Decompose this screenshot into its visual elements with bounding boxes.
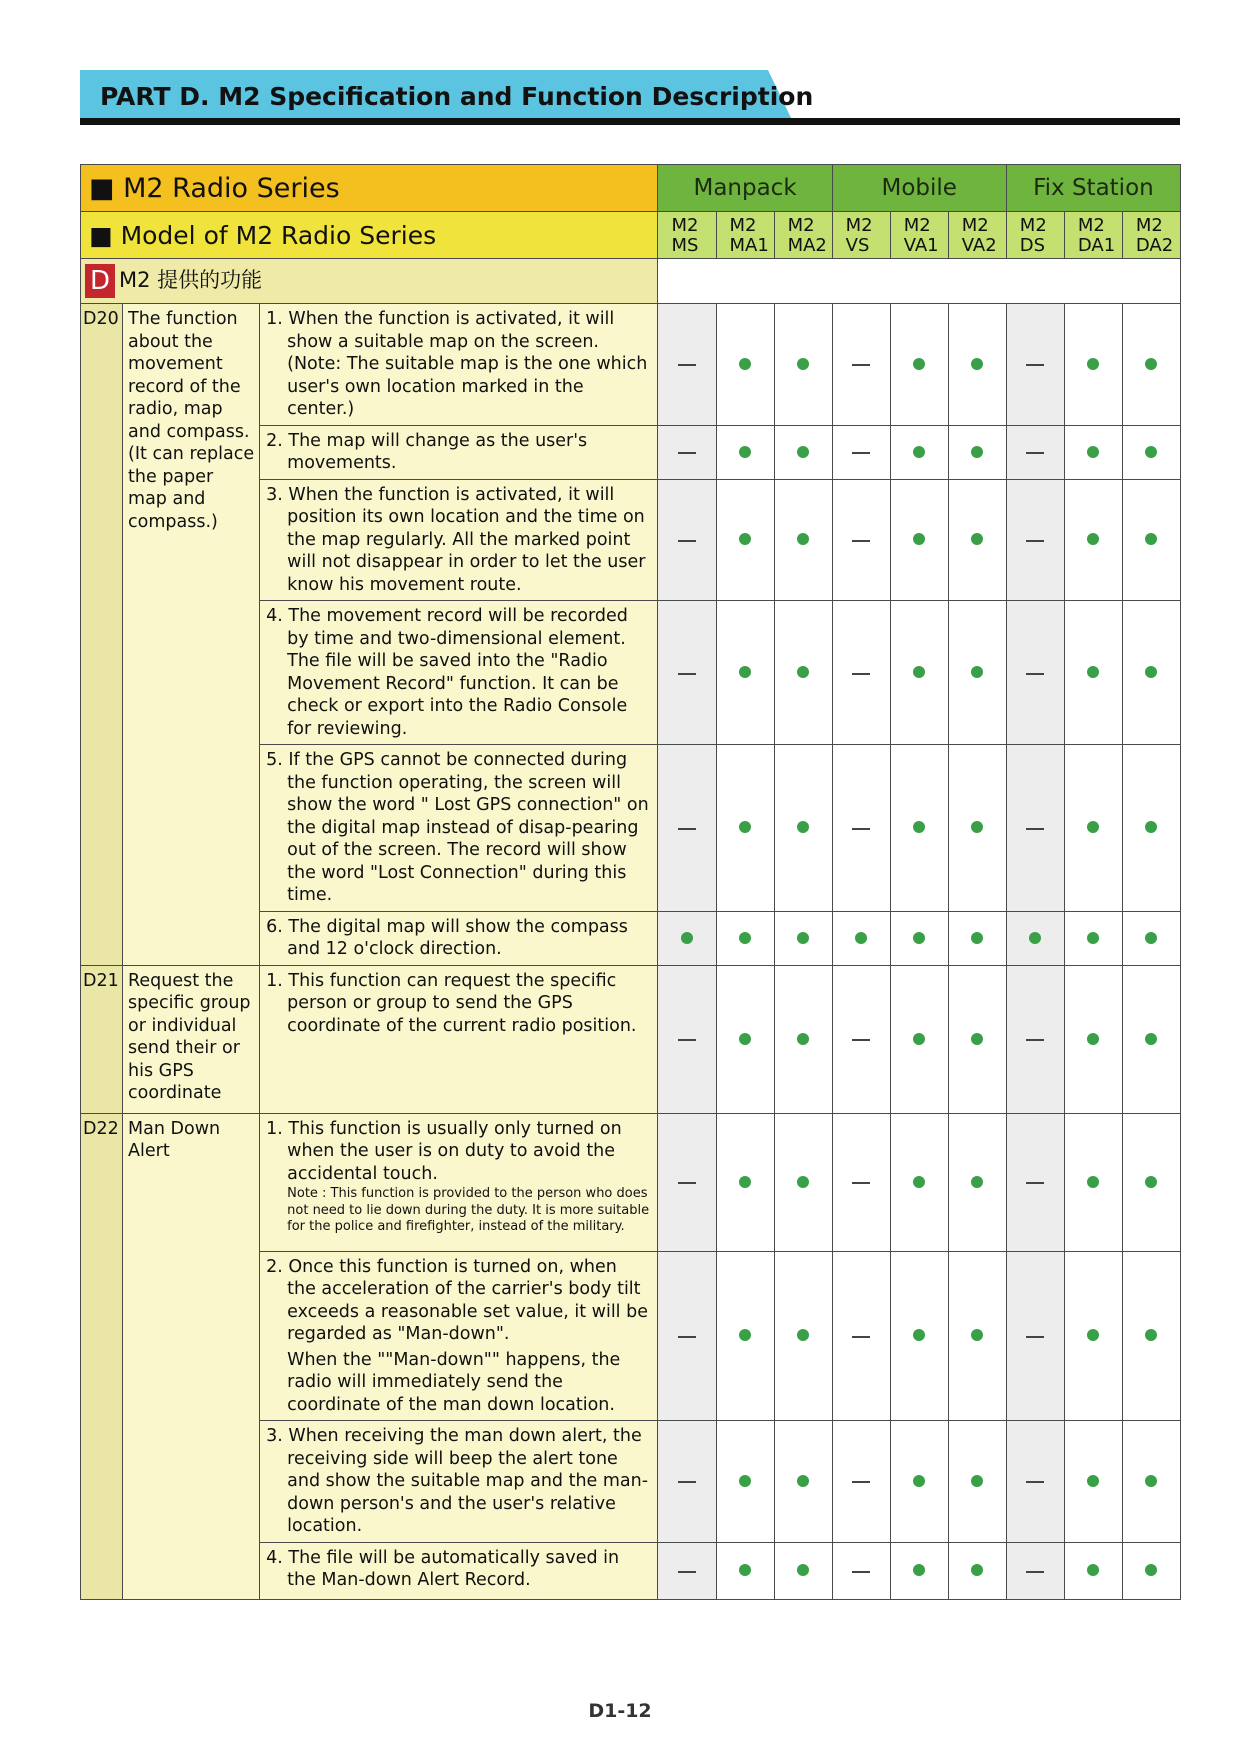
support-cell: [890, 601, 948, 745]
support-cell: [774, 1542, 832, 1599]
not-supported-dash-icon: [678, 828, 696, 830]
supported-dot-icon: [913, 1475, 925, 1487]
not-supported-dash-icon: [678, 1571, 696, 1573]
not-supported-dash-icon: [678, 1336, 696, 1338]
description-text: 1. This function can request the specific person or group to send the GPS coordinate of the current radio position.: [266, 970, 637, 1036]
supported-dot-icon: [855, 932, 867, 944]
section-row: [81, 259, 1181, 304]
supported-dot-icon: [739, 1329, 751, 1341]
supported-dot-icon: [797, 446, 809, 458]
support-cell: [1006, 911, 1064, 965]
supported-dot-icon: [1087, 1176, 1099, 1188]
function-name: Man Down Alert: [123, 1113, 260, 1599]
group-mobile: Mobile: [832, 165, 1006, 212]
series-row: [81, 165, 1181, 212]
model-suffix: MA2: [787, 235, 827, 256]
supported-dot-icon: [971, 932, 983, 944]
supported-dot-icon: [1145, 666, 1157, 678]
support-cell: [1122, 479, 1180, 601]
supported-dot-icon: [971, 533, 983, 545]
model-label: ■ Model of M2 Radio Series: [81, 212, 658, 259]
support-cell: [948, 479, 1006, 601]
support-cell: [658, 601, 716, 745]
section-badge: D: [85, 264, 115, 298]
support-cell: [832, 1421, 890, 1543]
group-fix-station: Fix Station: [1006, 165, 1180, 212]
supported-dot-icon: [971, 1176, 983, 1188]
supported-dot-icon: [913, 358, 925, 370]
support-cell: [948, 1113, 1006, 1251]
supported-dot-icon: [797, 1475, 809, 1487]
model-col-8: [1064, 212, 1122, 259]
supported-dot-icon: [971, 446, 983, 458]
not-supported-dash-icon: [1026, 364, 1044, 366]
function-description: [260, 304, 658, 426]
supported-dot-icon: [797, 358, 809, 370]
support-cell: [948, 1421, 1006, 1543]
support-cell: [716, 911, 774, 965]
supported-dot-icon: [1029, 932, 1041, 944]
support-cell: [1006, 1113, 1064, 1251]
description-text-continued: When the ""Man-down"" happens, the radio will immediately send the coordinate of the man down location.: [287, 1349, 621, 1415]
supported-dot-icon: [913, 1033, 925, 1045]
support-cell: [832, 425, 890, 479]
supported-dot-icon: [1087, 666, 1099, 678]
support-cell: [774, 1113, 832, 1251]
supported-dot-icon: [1087, 1329, 1099, 1341]
function-name: Request the specific group or individual send their or his GPS coordinate: [123, 965, 260, 1113]
supported-dot-icon: [797, 1564, 809, 1576]
function-description: [260, 1421, 658, 1543]
description-text: 6. The digital map will show the compass and 12 o'clock direction.: [266, 916, 628, 959]
support-cell: [774, 479, 832, 601]
supported-dot-icon: [971, 1475, 983, 1487]
model-col-5: [890, 212, 948, 259]
support-cell: [658, 1251, 716, 1421]
supported-dot-icon: [739, 1564, 751, 1576]
support-cell: [658, 965, 716, 1113]
support-cell: [832, 911, 890, 965]
description-text: 1. This function is usually only turned on when the user is on duty to avoid the accidental touch.: [266, 1118, 622, 1184]
model-prefix: M2: [1135, 215, 1163, 236]
supported-dot-icon: [739, 821, 751, 833]
model-suffix: MS: [671, 235, 699, 256]
section-title: M2 提供的功能: [119, 268, 263, 292]
supported-dot-icon: [739, 932, 751, 944]
support-cell: [832, 1542, 890, 1599]
support-cell: [1122, 745, 1180, 912]
not-supported-dash-icon: [1026, 673, 1044, 675]
support-cell: [1064, 601, 1122, 745]
supported-dot-icon: [971, 1564, 983, 1576]
support-cell: [1064, 1251, 1122, 1421]
function-name: The function about the movement record of the radio, map and compass. (It can replace the paper map and compass.): [123, 304, 260, 966]
supported-dot-icon: [1087, 446, 1099, 458]
function-row: [81, 304, 1181, 426]
supported-dot-icon: [971, 358, 983, 370]
description-text: 1. When the function is activated, it will show a suitable map on the screen. (Note: The suitable map is the one which user's own location marked in the center.): [266, 309, 648, 419]
model-prefix: M2: [787, 215, 815, 236]
supported-dot-icon: [913, 1564, 925, 1576]
supported-dot-icon: [1145, 446, 1157, 458]
model-prefix: M2: [1019, 215, 1047, 236]
supported-dot-icon: [797, 1176, 809, 1188]
function-description: [260, 479, 658, 601]
support-cell: [1122, 1421, 1180, 1543]
support-cell: [1064, 965, 1122, 1113]
model-suffix: DS: [1019, 235, 1046, 256]
function-code: D21: [81, 965, 123, 1113]
support-cell: [948, 1251, 1006, 1421]
support-cell: [1122, 1251, 1180, 1421]
support-cell: [832, 304, 890, 426]
support-cell: [716, 745, 774, 912]
function-description: [260, 1542, 658, 1599]
supported-dot-icon: [1145, 1329, 1157, 1341]
support-cell: [1006, 965, 1064, 1113]
supported-dot-icon: [1087, 821, 1099, 833]
supported-dot-icon: [797, 533, 809, 545]
not-supported-dash-icon: [1026, 1039, 1044, 1041]
supported-dot-icon: [913, 1329, 925, 1341]
support-cell: [832, 745, 890, 912]
supported-dot-icon: [1145, 821, 1157, 833]
description-text: 3. When receiving the man down alert, the receiving side will beep the alert tone and show the suitable map and the man-down person's and the user's relative location.: [266, 1426, 649, 1536]
support-cell: [716, 425, 774, 479]
function-description: [260, 1113, 658, 1251]
not-supported-dash-icon: [1026, 1336, 1044, 1338]
support-cell: [1006, 1251, 1064, 1421]
support-cell: [1006, 1542, 1064, 1599]
model-col-3: [774, 212, 832, 259]
supported-dot-icon: [1087, 1033, 1099, 1045]
support-cell: [832, 965, 890, 1113]
supported-dot-icon: [739, 1475, 751, 1487]
model-prefix: M2: [845, 215, 873, 236]
support-cell: [832, 479, 890, 601]
not-supported-dash-icon: [1026, 828, 1044, 830]
supported-dot-icon: [739, 1033, 751, 1045]
support-cell: [1006, 745, 1064, 912]
support-cell: [948, 1542, 1006, 1599]
supported-dot-icon: [797, 821, 809, 833]
support-cell: [1064, 425, 1122, 479]
support-cell: [1064, 1421, 1122, 1543]
support-cell: [948, 965, 1006, 1113]
model-col-7: [1006, 212, 1064, 259]
supported-dot-icon: [1145, 1033, 1157, 1045]
not-supported-dash-icon: [852, 452, 870, 454]
function-row: [81, 965, 1181, 1113]
model-suffix: DA1: [1077, 235, 1116, 256]
function-code: D20: [81, 304, 123, 966]
support-cell: [774, 1251, 832, 1421]
support-cell: [1064, 1113, 1122, 1251]
not-supported-dash-icon: [678, 673, 696, 675]
support-cell: [1122, 304, 1180, 426]
support-cell: [774, 304, 832, 426]
not-supported-dash-icon: [1026, 1481, 1044, 1483]
description-text: 4. The movement record will be recorded by time and two-dimensional element. The file will be saved into the "Radio Movement Record" function. It can be check or export into the Radio Console for reviewing.: [266, 606, 628, 739]
not-supported-dash-icon: [678, 1481, 696, 1483]
supported-dot-icon: [971, 1329, 983, 1341]
not-supported-dash-icon: [852, 540, 870, 542]
supported-dot-icon: [1087, 533, 1099, 545]
support-cell: [1122, 1113, 1180, 1251]
support-cell: [1064, 304, 1122, 426]
model-suffix: MA1: [729, 235, 769, 256]
supported-dot-icon: [1145, 1564, 1157, 1576]
support-cell: [948, 304, 1006, 426]
supported-dot-icon: [913, 1176, 925, 1188]
support-cell: [1064, 745, 1122, 912]
model-col-4: [832, 212, 890, 259]
support-cell: [1122, 1542, 1180, 1599]
not-supported-dash-icon: [678, 364, 696, 366]
page-number: D1-12: [588, 1700, 652, 1722]
support-cell: [1064, 911, 1122, 965]
not-supported-dash-icon: [678, 1039, 696, 1041]
supported-dot-icon: [971, 821, 983, 833]
supported-dot-icon: [913, 533, 925, 545]
supported-dot-icon: [797, 1329, 809, 1341]
support-cell: [774, 965, 832, 1113]
support-cell: [890, 1542, 948, 1599]
supported-dot-icon: [1145, 358, 1157, 370]
not-supported-dash-icon: [852, 828, 870, 830]
support-cell: [890, 1251, 948, 1421]
support-cell: [716, 1542, 774, 1599]
header-rule: [80, 118, 1180, 125]
model-suffix: VA1: [903, 235, 939, 256]
supported-dot-icon: [1145, 1475, 1157, 1487]
support-cell: [890, 911, 948, 965]
supported-dot-icon: [739, 1176, 751, 1188]
support-cell: [716, 1421, 774, 1543]
support-cell: [890, 425, 948, 479]
support-cell: [1006, 425, 1064, 479]
model-prefix: M2: [903, 215, 931, 236]
supported-dot-icon: [1145, 533, 1157, 545]
support-cell: [1122, 425, 1180, 479]
model-row: [81, 212, 1181, 259]
support-cell: [774, 911, 832, 965]
function-description: [260, 911, 658, 965]
model-suffix: VA2: [961, 235, 997, 256]
support-cell: [890, 965, 948, 1113]
model-suffix: DA2: [1135, 235, 1174, 256]
description-text: 3. When the function is activated, it will position its own location and the time on the map regularly. All the marked point will not disappear in order to let the user know his movement route.: [266, 484, 646, 595]
support-cell: [832, 601, 890, 745]
supported-dot-icon: [913, 446, 925, 458]
supported-dot-icon: [913, 666, 925, 678]
function-code: D22: [81, 1113, 123, 1599]
support-cell: [774, 1421, 832, 1543]
model-prefix: M2: [729, 215, 757, 236]
support-cell: [1064, 479, 1122, 601]
support-cell: [948, 601, 1006, 745]
not-supported-dash-icon: [678, 540, 696, 542]
support-cell: [658, 911, 716, 965]
support-cell: [716, 1113, 774, 1251]
model-col-1: [658, 212, 716, 259]
support-cell: [832, 1113, 890, 1251]
supported-dot-icon: [971, 666, 983, 678]
support-cell: [716, 304, 774, 426]
model-suffix: VS: [845, 235, 870, 256]
supported-dot-icon: [739, 533, 751, 545]
support-cell: [716, 479, 774, 601]
supported-dot-icon: [1087, 1475, 1099, 1487]
function-description: [260, 601, 658, 745]
function-description: [260, 425, 658, 479]
supported-dot-icon: [913, 932, 925, 944]
supported-dot-icon: [739, 446, 751, 458]
support-cell: [1006, 601, 1064, 745]
function-description: [260, 745, 658, 912]
supported-dot-icon: [739, 358, 751, 370]
not-supported-dash-icon: [678, 1182, 696, 1184]
support-cell: [716, 1251, 774, 1421]
supported-dot-icon: [797, 1033, 809, 1045]
not-supported-dash-icon: [852, 1336, 870, 1338]
model-prefix: M2: [1077, 215, 1105, 236]
function-description: [260, 1251, 658, 1421]
supported-dot-icon: [913, 821, 925, 833]
supported-dot-icon: [1087, 932, 1099, 944]
support-cell: [774, 425, 832, 479]
support-cell: [948, 745, 1006, 912]
group-manpack: Manpack: [658, 165, 832, 212]
support-cell: [1006, 1421, 1064, 1543]
function-row: [81, 1113, 1181, 1251]
model-prefix: M2: [961, 215, 989, 236]
support-cell: [890, 1421, 948, 1543]
support-cell: [774, 601, 832, 745]
function-description: [260, 965, 658, 1113]
not-supported-dash-icon: [852, 1182, 870, 1184]
support-cell: [658, 1542, 716, 1599]
model-col-2: [716, 212, 774, 259]
supported-dot-icon: [1145, 932, 1157, 944]
section-blank: [658, 259, 1181, 304]
not-supported-dash-icon: [852, 1571, 870, 1573]
support-cell: [890, 304, 948, 426]
support-cell: [890, 1113, 948, 1251]
not-supported-dash-icon: [852, 364, 870, 366]
not-supported-dash-icon: [1026, 540, 1044, 542]
description-note: Note : This function is provided to the person who does not need to lie down during the duty. It is more suitable for the police and firefighter, instead of the military.: [287, 1186, 650, 1234]
support-cell: [658, 479, 716, 601]
supported-dot-icon: [971, 1033, 983, 1045]
support-cell: [658, 1421, 716, 1543]
support-cell: [1006, 304, 1064, 426]
model-col-9: [1122, 212, 1180, 259]
not-supported-dash-icon: [852, 1481, 870, 1483]
section-header: [81, 259, 658, 304]
supported-dot-icon: [797, 932, 809, 944]
support-cell: [658, 745, 716, 912]
description-text: 2. The map will change as the user's movements.: [266, 430, 588, 473]
support-cell: [1122, 911, 1180, 965]
supported-dot-icon: [1087, 1564, 1099, 1576]
model-prefix: M2: [671, 215, 699, 236]
support-cell: [716, 601, 774, 745]
support-cell: [1064, 1542, 1122, 1599]
support-cell: [658, 425, 716, 479]
description-text: 2. Once this function is turned on, when the acceleration of the carrier's body tilt exceeds a reasonable set value, it will be regarded as "Man-down".: [266, 1256, 648, 1344]
support-cell: [890, 745, 948, 912]
supported-dot-icon: [797, 666, 809, 678]
support-cell: [1122, 601, 1180, 745]
not-supported-dash-icon: [1026, 1571, 1044, 1573]
page-title: PART D. M2 Specification and Function Description: [100, 82, 814, 111]
support-cell: [948, 911, 1006, 965]
not-supported-dash-icon: [1026, 452, 1044, 454]
series-label: ■ M2 Radio Series: [81, 165, 658, 212]
supported-dot-icon: [1145, 1176, 1157, 1188]
support-cell: [658, 1113, 716, 1251]
supported-dot-icon: [681, 932, 693, 944]
support-cell: [832, 1251, 890, 1421]
description-text: 4. The file will be automatically saved in the Man-down Alert Record.: [266, 1547, 620, 1590]
support-cell: [890, 479, 948, 601]
support-cell: [948, 425, 1006, 479]
description-text: 5. If the GPS cannot be connected during the function operating, the screen will show the word " Lost GPS connection" on the digital map instead of disap-pearing out of the screen. The record will show the word "Lost Connection" during this time.: [266, 750, 649, 905]
not-supported-dash-icon: [1026, 1182, 1044, 1184]
support-cell: [716, 965, 774, 1113]
supported-dot-icon: [1087, 358, 1099, 370]
not-supported-dash-icon: [678, 452, 696, 454]
support-cell: [774, 745, 832, 912]
not-supported-dash-icon: [852, 673, 870, 675]
supported-dot-icon: [739, 666, 751, 678]
not-supported-dash-icon: [852, 1039, 870, 1041]
support-cell: [1122, 965, 1180, 1113]
spec-table: [80, 164, 1181, 1600]
model-col-6: [948, 212, 1006, 259]
support-cell: [658, 304, 716, 426]
support-cell: [1006, 479, 1064, 601]
